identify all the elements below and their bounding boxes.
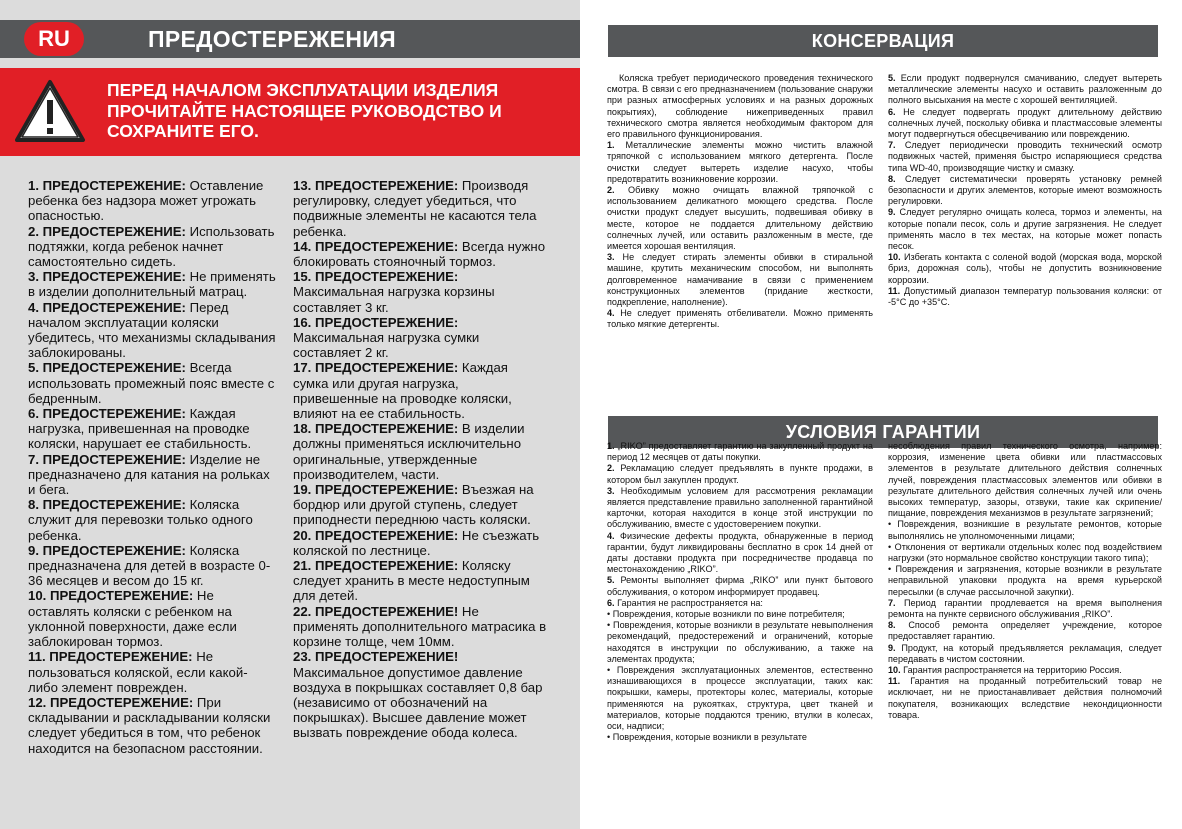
item-text: Следует периодически проводить технический осмотр подвижных частей, применяя быстро испаряющиеся средства типа WD-40, производящие чистку и смазку. [888, 140, 1162, 173]
item-text: Следует систематически проверять установку ремней безопасности и других элементов, которые имеют возможность регулировки. [888, 173, 1162, 207]
paragraph [607, 609, 873, 620]
item-text: • Повреждения, возникшие в результате ремонтов, которые выполнялись не уполномоченными лицами; [888, 519, 1162, 541]
left-page [0, 0, 580, 829]
item-text: • Повреждения и загрязнения, которые возникли в результате неправильной упаковки продукта на время курьерской пересылки (в случае рассылочной закупки). [888, 564, 1162, 597]
paragraph [888, 519, 1162, 541]
paragraph [888, 107, 1162, 141]
item-text: Всегда использовать промежный пояс вместе с бедренным. [28, 360, 275, 406]
item-number: 5. ПРЕДОСТЕРЕЖЕНИЕ: [28, 360, 186, 376]
item-text: Физические дефекты продукта, обнаруженные в период гарантии, будут ликвидированы бесплатно в срок 14 дней от даты доставки продукта при посредничестве продавца по местонахождению „RIKO”. [607, 530, 873, 575]
item-text: Ремонты выполняет фирма „RIKO” или пункт бытового обслуживания, о котором информирует продавец. [607, 575, 873, 597]
item-number: 10. [888, 665, 901, 676]
paragraph [28, 649, 276, 695]
paragraph [293, 482, 547, 528]
item-number: 6. [888, 106, 896, 117]
paragraph [293, 178, 547, 239]
right-page [580, 0, 1182, 829]
paragraph [28, 224, 276, 270]
item-text: Продукт, на который предъявляется рекламация, следует передавать в чистом состоянии. [888, 642, 1162, 664]
item-text: Если продукт подвернулся смачиванию, следует вытереть металлические элементы насухо и оставить разложенным до полного высыхания на месте с хорошей вентиляцией. [888, 73, 1162, 106]
paragraph [888, 665, 1162, 676]
item-number: 9. ПРЕДОСТЕРЕЖЕНИЕ: [28, 542, 186, 558]
item-text: Максимальная нагрузка сумки составляет 2 кг. [293, 330, 480, 361]
conservation-column-2 [888, 73, 1162, 308]
item-number: 8. [888, 620, 896, 631]
item-number: 11. [888, 676, 901, 687]
paragraph [293, 528, 547, 558]
paragraph [28, 406, 276, 452]
item-number: 9. [888, 642, 896, 653]
item-number: 12. ПРЕДОСТЕРЕЖЕНИЕ: [28, 694, 194, 710]
paragraph [607, 308, 873, 330]
paragraph [888, 73, 1162, 107]
item-text: Необходимым условием для рассмотрения рекламации является представление правильно заполненной гарантийной карточки, которая находится в конце этой инструкции по обслуживанию, вместе с удостоверением покупки. [607, 485, 873, 530]
paragraph [607, 252, 873, 308]
item-text: Не оставлять коляски с ребенком на уклонной поверхности, даже если заблокирован тормоз. [28, 588, 237, 650]
item-text: Способ ремонта определяет учреждение, которое предоставляет гарантию. [888, 620, 1162, 642]
item-number: 6. ПРЕДОСТЕРЕЖЕНИЕ: [28, 406, 186, 422]
item-text: Использовать подтяжки, когда ребенок начнет самостоятельно сидеть. [28, 223, 275, 270]
paragraph [28, 497, 276, 543]
paragraph [607, 140, 873, 185]
item-number: 1. [607, 140, 615, 151]
paragraph [888, 252, 1162, 286]
paragraph [888, 620, 1162, 642]
warning-banner [0, 68, 580, 156]
item-number: 8. ПРЕДОСТЕРЕЖЕНИЕ: [28, 497, 186, 513]
paragraph [28, 178, 276, 224]
item-text: Каждая нагрузка, привешенная на проводке коляски, нарушает ее стабильность. [28, 406, 252, 452]
conservation-title: КОНСЕРВАЦИЯ [608, 25, 1158, 57]
item-text: Всегда нужно блокировать стояночный тормоз. [293, 238, 546, 270]
item-text: Гарантия распространяется на территорию Россия. [900, 665, 1122, 676]
item-number: 13. ПРЕДОСТЕРЕЖЕНИЕ: [293, 178, 459, 193]
item-number: 4. [607, 530, 615, 541]
item-text: Металлические элементы можно чистить влажной тряпочкой с использованием мягкого детергента. После очистки следует вытереть изделие насухо, чтобы предотвратить возникновение коррозии. [607, 140, 873, 184]
item-number: 9. [888, 207, 896, 218]
item-number: 11. [888, 285, 901, 296]
item-number: 19. ПРЕДОСТЕРЕЖЕНИЕ: [293, 482, 459, 498]
warnings-column-1 [28, 178, 276, 756]
item-text: Допустимый диапазон температур пользования коляски: от -5°C до +35°C. [888, 285, 1162, 308]
paragraph [607, 463, 873, 485]
item-text: В изделии должны применяться исключительно оригинальные, утвержденные производителем, части. [293, 421, 525, 482]
item-text: Обивку можно очищать влажной тряпочкой с использованием деликатного моющего средства. После очистки продукт следует высушить, подвешивая обивку в месте, которое не поддается длительному действию солнечных лучей, или оставить разложенным в месте, где имеется хорошая вентиляция. [607, 185, 873, 252]
item-text: При складывании и раскладывании коляски следует убедиться в том, что ребенок находится на безопасном расстоянии. [28, 694, 271, 756]
item-text: Следует регулярно очищать колеса, тормоз и элементы, на которые попали песок, соль и другие загрязнения. Не следует применять масло в тех местах, на которые может попасть песок. [888, 207, 1162, 252]
item-text: Оставление ребенка без надзора может угрожать опасностью. [28, 178, 264, 224]
paragraph [888, 676, 1162, 721]
paragraph [607, 598, 873, 609]
paragraph [293, 239, 547, 269]
item-number: 3. [607, 252, 615, 263]
item-number: 1. ПРЕДОСТЕРЕЖЕНИЕ: [28, 178, 186, 193]
item-number: 10. [888, 252, 901, 263]
item-text: • Повреждения эксплуатационных элементов, естественно изнашивающихся в процессе эксплуатации, таких как: покрышки, камеры, протекторы колес, материалы, которые применяются на рукоятках, структура, цвет тканей и материалов, которые поддаются трению, втулки в колесах, оси, надписи; [607, 665, 873, 732]
warning-text [107, 80, 567, 142]
item-number: 7. [888, 597, 896, 608]
warning-line: ПРОЧИТАЙТЕ НАСТОЯЩЕЕ РУКОВОДСТВО И [107, 100, 502, 121]
item-number: 15. ПРЕДОСТЕРЕЖЕНИЕ: [293, 269, 459, 285]
item-number: 14. ПРЕДОСТЕРЕЖЕНИЕ: [293, 238, 459, 254]
item-text: Перед началом эксплуатации коляски убедитесь, что механизмы складывания заблокированы. [28, 299, 276, 361]
paragraph [888, 140, 1162, 174]
item-number: 17. ПРЕДОСТЕРЕЖЕНИЕ: [293, 360, 459, 376]
item-number: 11. ПРЕДОСТЕРЕЖЕНИЕ: [28, 649, 193, 665]
paragraph [28, 269, 276, 299]
item-text: Не пользоваться коляской, если какой-либо элемент поврежден. [28, 649, 248, 695]
item-number: 2. [607, 463, 615, 474]
paragraph [28, 300, 276, 361]
item-number: 4. ПРЕДОСТЕРЕЖЕНИЕ: [28, 299, 186, 315]
page-title: ПРЕДОСТЕРЕЖЕНИЯ [0, 20, 580, 58]
item-text: Гарантия на проданный потребительский товар не исключает, ни не приостанавливает действия полномочий покупателя, возникающих вследствие некондиционности товара. [888, 676, 1162, 720]
item-text: Не съезжать коляской по лестнице. [293, 527, 540, 558]
paragraph [607, 531, 873, 576]
item-number: 3. ПРЕДОСТЕРЕЖЕНИЕ: [28, 269, 186, 285]
paragraph [607, 620, 873, 665]
item-number: 6. [607, 597, 615, 608]
item-text: Изделие не предназначено для катания на рольках и бега. [28, 451, 270, 498]
item-number: 7. [888, 140, 896, 151]
paragraph [293, 315, 547, 361]
item-text: Коляску следует хранить в месте недоступным для детей. [293, 558, 530, 604]
warning-line: СОХРАНИТЕ ЕГО. [107, 121, 259, 141]
paragraph [888, 207, 1162, 252]
paragraph [888, 542, 1162, 564]
item-number: 8. [888, 173, 896, 184]
item-text: • Повреждения, которые возникли в результате [607, 732, 807, 743]
warranty-column-1 [607, 441, 873, 743]
item-text: Не следует стирать элементы обивки в стиральной машине, крутить механическим способом, ни выполнять долговременное намачивание в связи с применением конструкционных элементов (придание жесткости, подкрепление, наполнение). [607, 252, 873, 308]
paragraph [607, 185, 873, 252]
item-number: 1. [607, 441, 615, 451]
item-text: Коляска требует периодического проведения технического смотра. В связи с его предназначением (пользование снаружи при разных атмосферных условиях и на разных дорожных покрытиях), соблюдение нижеприведенных правил технического смотра является необходимым фактором для его правильного функционирования. [607, 73, 873, 140]
item-number: 2. [607, 185, 615, 196]
item-text: Производя регулировку, следует убедиться, что подвижные элементы не касаются тела ребенка. [293, 178, 537, 239]
paragraph [607, 441, 873, 463]
warning-triangle-icon [14, 78, 86, 144]
paragraph [28, 360, 276, 406]
paragraph [293, 604, 547, 650]
paragraph [888, 643, 1162, 665]
paragraph [293, 421, 547, 482]
item-text: • Повреждения, которые возникли в результате невыполнения рекомендаций, предостережений и ограничений, которые находятся в инструкции по обслуживанию, а также на элементах продукта; [607, 620, 873, 664]
item-text: Не применять в изделии дополнительный матрац. [28, 269, 276, 300]
item-text: Не применять дополнительного матрасика в корзине толще, чем 10мм. [293, 603, 547, 650]
paragraph [607, 73, 873, 140]
item-number: 18. ПРЕДОСТЕРЕЖЕНИЕ: [293, 421, 459, 437]
paragraph [607, 575, 873, 597]
paragraph [293, 649, 547, 740]
paragraph [28, 695, 276, 756]
paragraph [28, 543, 276, 589]
item-text: „RIKO” предоставляет гарантию на закупленный продукт на период 12 месяцев от даты покупки. [607, 441, 873, 463]
item-number: 5. [607, 575, 615, 586]
item-text: Гарантия не распространяется на: [614, 597, 763, 608]
item-text: Каждая сумка или другая нагрузка, привешенные на проводке коляски, влияют на ее стабильность. [293, 360, 512, 422]
item-number: 5. [888, 73, 896, 83]
item-text: Коляска предназначена для детей в возрасте 0-36 месяцев и весом до 15 кг. [28, 542, 271, 589]
item-text: Избегать контакта с соленой водой (морская вода, морской бриз, дорожная соль), чтобы не допустить возникновение коррозии. [888, 252, 1162, 285]
language-badge: RU [24, 22, 84, 56]
warning-line: ПЕРЕД НАЧАЛОМ ЭКСПЛУАТАЦИИ ИЗДЕЛИЯ [107, 80, 499, 100]
paragraph [28, 588, 276, 649]
paragraph [607, 486, 873, 531]
paragraph [293, 558, 547, 604]
item-number: 3. [607, 485, 615, 496]
paragraph [888, 174, 1162, 208]
item-number: 20. ПРЕДОСТЕРЕЖЕНИЕ: [293, 527, 459, 543]
warranty-title: УСЛОВИЯ ГАРАНТИИ [608, 416, 1158, 448]
conservation-column-1 [607, 73, 873, 331]
item-number: 4. [607, 308, 615, 319]
item-text: Максимальное допустимое давление воздуха в покрышках составляет 0,8 бар (независимо от обозначений на покрышках). Высшее давление может вызвать повреждение обода колеса. [293, 664, 543, 741]
paragraph [28, 452, 276, 498]
item-text: Не следует подвергать продукт длительному действию солнечных лучей, поскольку обивка и пластмассовые элементы могут подвергнуться обесцвечиванию или повреждению. [888, 106, 1162, 140]
item-text: несоблюдения правил технического осмотра, например: коррозия, изменение цвета обивки или пластмассовых элементов в результате длительного действия солнечных лучей, повреждения пластмассовых элементов или обивки в результате длительного действия солнечных лучей или очень высоких температур, зазоры, отзвуки, такие как скрипение/ пищание, повреждения механизмов в результате загрязнений; [888, 441, 1162, 519]
item-number: 16. ПРЕДОСТЕРЕЖЕНИЕ: [293, 314, 459, 330]
paragraph [293, 269, 547, 315]
item-number: 23. ПРЕДОСТЕРЕЖЕНИЕ! [293, 649, 459, 665]
item-number: 2. ПРЕДОСТЕРЕЖЕНИЕ: [28, 223, 186, 239]
item-text: Не следует применять отбеливатели. Можно применять только мягкие детергенты. [607, 308, 873, 330]
item-text: Въезжая на бордюр или другой ступень, следует приподнести переднюю часть коляски. [293, 482, 534, 528]
warnings-column-2 [293, 178, 547, 741]
item-number: 7. ПРЕДОСТЕРЕЖЕНИЕ: [28, 451, 186, 467]
item-number: 10. ПРЕДОСТЕРЕЖЕНИЕ: [28, 588, 194, 604]
paragraph [607, 665, 873, 732]
paragraph [888, 564, 1162, 598]
item-text: Период гарантии продлевается на время выполнения ремонта на пункте сервисного обслуживания „RIKO”. [888, 597, 1162, 620]
item-number: 22. ПРЕДОСТЕРЕЖЕНИЕ! [293, 603, 459, 619]
item-text: Рекламацию следует предъявлять в пункте продажи, в котором был закуплен продукт. [607, 463, 873, 485]
item-number: 21. ПРЕДОСТЕРЕЖЕНИЕ: [293, 558, 459, 574]
paragraph [888, 598, 1162, 620]
item-text: • Отклонения от вертикали отдельных колес под воздействием нагрузки (это нормальное свойство конструкции такого типа); [888, 541, 1162, 564]
paragraph [888, 286, 1162, 308]
item-text: Коляска служит для перевозки только одного ребенка. [28, 497, 253, 543]
item-text: • Повреждения, которые возникли по вине потребителя; [607, 609, 845, 620]
warranty-column-2 [888, 441, 1162, 721]
paragraph [607, 732, 873, 743]
paragraph [293, 360, 547, 421]
paragraph [888, 441, 1162, 519]
item-text: Максимальная нагрузка корзины составляет 3 кг. [293, 284, 495, 315]
